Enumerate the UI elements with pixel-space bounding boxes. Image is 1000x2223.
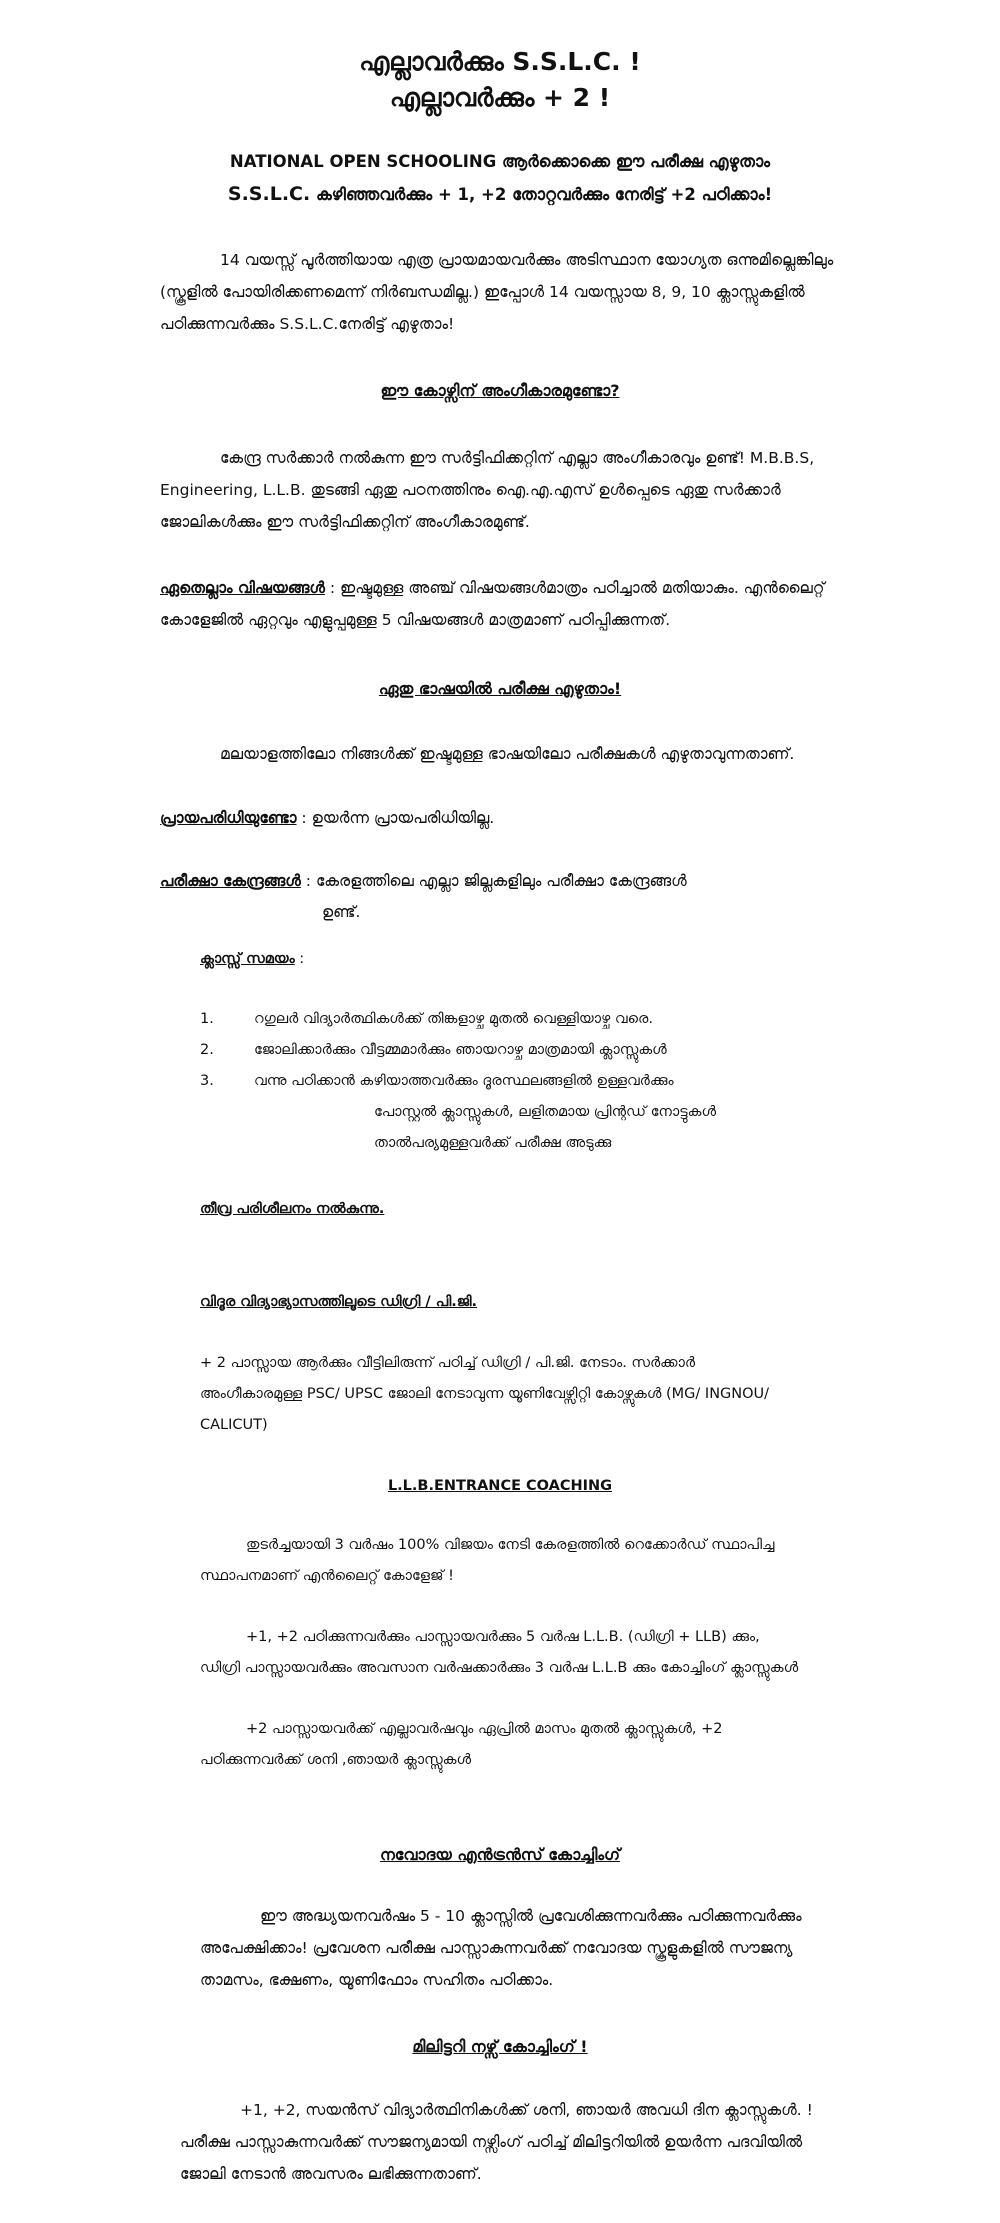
llb-paragraph-3: +2 പാസ്സായവർക്ക് എല്ലാവർഷവും ഏപ്രിൽ മാസം മുതൽ ക്ലാസ്സുകൾ, +2 പഠിക്കുന്നവർക്ക് ശനി ,ഞായർ ക്ലാസ്സുകൾ bbox=[200, 1721, 723, 1768]
subtitle-line-2 bbox=[0, 178, 1000, 211]
distance-paragraph: + 2 പാസ്സായ ആർക്കും വീട്ടിലിരുന്ന് പഠിച്ച് ഡിഗ്രി / പി.ജി. നേടാം. സർക്കാർ അംഗീകാരമുള്ള PSC/ UPSC ജോലി നേടാവുന്ന യൂണിവേഴ്സിറ്റി കോഴ്സുകൾ (MG/ INGNOU/ CALICUT) bbox=[200, 1355, 770, 1433]
llb-paragraph-2: +1, +2 പഠിക്കുന്നവർക്കും പാസ്സായവർക്കും 5 വർഷ L.L.B. (ഡിഗ്രി + LLB) ക്കും, ഡിഗ്രി പാസ്സായവർക്കും അവസാന വർഷക്കാർക്കും 3 വർഷ L.L.B ക്കും കോച്ചിംഗ് ക്ലാസ്സുകൾ bbox=[200, 1629, 799, 1676]
exam-centres-paragraph bbox=[160, 866, 820, 928]
list-item bbox=[200, 1004, 840, 1035]
list-number: 1. bbox=[200, 1011, 214, 1027]
list-sub-line: പോസ്റ്റൽ ക്ലാസ്സുകൾ, ലളിതമായ പ്രിന്റഡ് നോട്ടുകൾ bbox=[374, 1104, 717, 1120]
list-text: ജോലിക്കാർക്കും വീട്ടമ്മമാർക്കും ഞായറാഴ്ച മാത്രമായി ക്ലാസ്സുകൾ bbox=[254, 1042, 667, 1058]
llb-paragraph-1: തുടർച്ചയായി 3 വർഷം 100% വിജയം നേടി കേരളത്തിൽ റെക്കോർഡ് സ്ഥാപിച്ച സ്ഥാപനമാണ് എൻലൈറ്റ് കോളേജ് ! bbox=[200, 1537, 775, 1584]
recognition-heading: ഈ കോഴ്സിന് അംഗീകാരമുണ്ടോ? bbox=[380, 381, 620, 400]
title-line-2: എല്ലാവർക്കും + 2 ! bbox=[389, 83, 611, 112]
subtitle bbox=[0, 146, 1000, 211]
list-text: റഗുലർ വിദ്യാർത്ഥികൾക്ക് തിങ്കളാഴ്ച മുതൽ വെള്ളിയാഴ്ച വരെ. bbox=[254, 1011, 653, 1027]
language-heading: ഏതു ഭാഷയിൽ പരീക്ഷ എഴുതാം! bbox=[378, 679, 622, 698]
navodaya-paragraph: ഈ അദ്ധ്യയനവർഷം 5 - 10 ക്ലാസ്സിൽ പ്രവേശിക്കുന്നവർക്കും പഠിക്കുന്നവർക്കും അപേക്ഷിക്കാം! പ്രവേശന പരീക്ഷ പാസ്സാകുന്നവർക്ക് നവോദയ സ്കൂളുകളിൽ സൗജന്യ താമസം, ഭക്ഷണം, യൂണിഫോം സഹിതം പഠിക്കാം. bbox=[200, 1907, 802, 1989]
exam-centres-continuation: ഉണ്ട്. bbox=[322, 903, 361, 921]
class-time-list bbox=[200, 1004, 840, 1159]
list-number: 3. bbox=[200, 1073, 214, 1089]
age-limit-text: : ഉയർന്ന പ്രായപരിധിയില്ല. bbox=[296, 809, 495, 827]
list-item bbox=[200, 1035, 840, 1066]
language-paragraph: മലയാളത്തിലോ നിങ്ങൾക്ക് ഇഷ്ടമുള്ള ഭാഷയിലോ പരീക്ഷകൾ എഴുതാവുന്നതാണ്. bbox=[220, 745, 795, 763]
age-limit-paragraph bbox=[160, 802, 840, 834]
distance-label: വിദൂര വിദ്യാഭ്യാസത്തിലൂടെ ഡിഗ്രി / പി.ജി. bbox=[200, 1294, 478, 1310]
class-time-heading bbox=[200, 944, 304, 975]
list-number: 2. bbox=[200, 1042, 214, 1058]
subjects-text: : ഇഷ്ടമുള്ള അഞ്ച് വിഷയങ്ങൾമാത്രം പഠിച്ചാൽ മതിയാകും. എൻലൈറ്റ് കോളേജിൽ ഏറ്റവും എളുപ്പമുള്ള 5 വിഷയങ്ങൾ മാത്രമാണ് പഠിപ്പിക്കുന്നത്. bbox=[160, 579, 825, 629]
military-heading: മിലിട്ടറി നഴ്സ് കോച്ചിംഗ് ! bbox=[412, 2037, 588, 2056]
recognition-paragraph: കേന്ദ്ര സർക്കാർ നൽകുന്ന ഈ സർട്ടിഫിക്കറ്റിന് എല്ലാ അംഗീകാരവും ഉണ്ട്! M.B.B.S, Engineering, L.L.B. തുടങ്ങി ഏതു പഠനത്തിനും ഐ.എ.എസ് ഉൾപ്പെടെ ഏതു സർക്കാർ ജോലികൾക്കും ഈ സർട്ടിഫിക്കറ്റിന് അംഗീകാരമുണ്ട്. bbox=[160, 449, 815, 531]
sslc-label: S.S.L.C. bbox=[227, 183, 311, 205]
list-item bbox=[200, 1066, 840, 1159]
exam-centres-label: പരീക്ഷാ കേന്ദ്രങ്ങൾ bbox=[160, 872, 301, 890]
exam-centres-text: : കേരളത്തിലെ എല്ലാ ജില്ലകളിലും പരീക്ഷാ കേന്ദ്രങ്ങൾ bbox=[300, 872, 687, 890]
list-text: വന്നു പഠിക്കാൻ കഴിയാത്തവർക്കും ദൂരസ്ഥലങ്ങളിൽ ഉള്ളവർക്കും bbox=[254, 1073, 674, 1089]
title-line-1: എല്ലാവർക്കും S.S.L.C. ! bbox=[359, 47, 641, 76]
distance-heading bbox=[200, 1287, 477, 1318]
class-time-colon: : bbox=[294, 951, 305, 967]
subtitle-line-1: NATIONAL OPEN SCHOOLING ആർക്കൊക്കെ ഈ പരീക്ഷ എഴുതാം bbox=[229, 152, 771, 171]
exam-centres-line bbox=[160, 866, 820, 897]
subjects-paragraph bbox=[160, 572, 840, 636]
llb-heading: L.L.B.ENTRANCE COACHING bbox=[387, 1478, 613, 1494]
intro-paragraph: 14 വയസ്സ് പൂർത്തിയായ എത്ര പ്രായമായവർക്കും അടിസ്ഥാന യോഗ്യത ഒന്നുമില്ലെങ്കിലും (സ്കൂളിൽ പോയിരിക്കണമെന്ന് നിർബന്ധമില്ല.) ഇപ്പോൾ 14 വയസ്സായ 8, 9, 10 ക്ലാസ്സുകളിൽ പഠിക്കുന്നവർക്കും S.S.L.C.നേരിട്ട് എഴുതാം! bbox=[160, 251, 834, 333]
age-limit-label: പ്രായപരിധിയുണ്ടോ bbox=[160, 809, 297, 827]
military-paragraph: +1, +2, സയൻസ് വിദ്യാർത്ഥിനികൾക്ക് ശനി, ഞായർ അവധി ദിന ക്ലാസ്സുകൾ. ! പരീക്ഷ പാസ്സാകുന്നവർക്ക് സൗജന്യമായി നഴ്സിംഗ് പഠിച്ച് മിലിട്ടറിയിൽ ഉയർന്ന പദവിയിൽ ജോലി നേടാൻ അവസരം ലഭിക്കുന്നതാണ്. bbox=[180, 2101, 813, 2183]
navodaya-heading: നവോദയ എൻട്രൻസ് കോച്ചിംഗ് bbox=[379, 1845, 621, 1864]
list-sub-line: താൽപര്യമുള്ളവർക്ക് പരീക്ഷ അടുക്കു bbox=[374, 1135, 612, 1151]
page-title bbox=[0, 44, 1000, 116]
subtitle-line-2-text: കഴിഞ്ഞവർക്കും + 1, +2 തോറ്റവർക്കും നേരിട്ട് +2 പഠിക്കാം! bbox=[310, 185, 773, 204]
training-text bbox=[200, 1194, 384, 1225]
subjects-label: ഏതെല്ലാം വിഷയങ്ങൾ bbox=[160, 579, 325, 597]
training-label: തീവ്ര പരിശീലനം നൽകുന്നു. bbox=[200, 1201, 385, 1217]
class-time-label: ക്ലാസ്സ് സമയം bbox=[200, 951, 295, 967]
